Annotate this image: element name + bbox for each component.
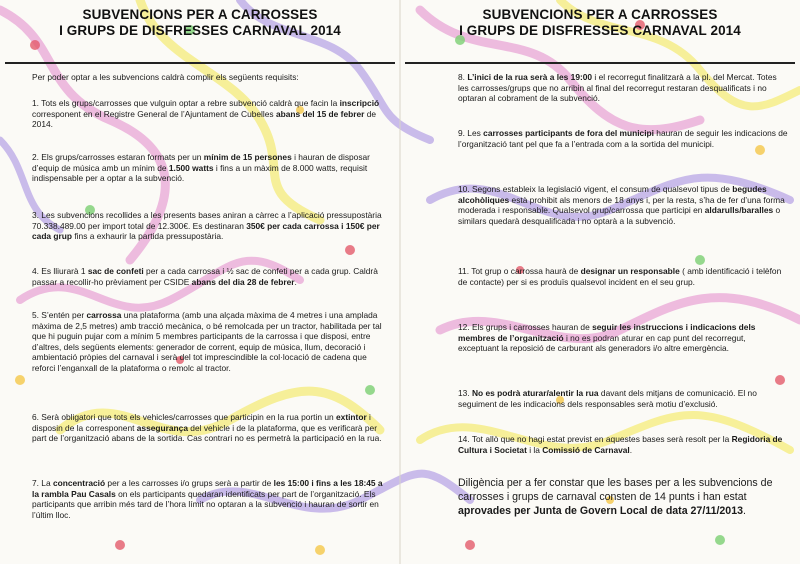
requirement-12: 12. Els grups i carrosses hauran de seguir les instruccions i indicacions dels membres de l’organització i no es podran aturar en cap punt del recorregut, exceptuant la reposició de carburant als generadors i/o altre emergència. (458, 322, 756, 353)
page-title (400, 7, 800, 39)
requirement-11: 11. Tot grup o carrossa haurà de designar un responsable ( amb identificació i telèfon de contacte) per si es produïs qualsevol incident en el seu grup. (458, 266, 782, 287)
title-line-2: I GRUPS DE DISFRESSES CARNAVAL 2014 (459, 23, 741, 38)
requirement-4: 4. Es lliurarà 1 sac de confeti per a cada carrossa i ½ sac de confeti per a cada grup. Caldrà passar a recollir-ho prèviament per CSIDE abans del dia 28 de febrer. (32, 266, 378, 287)
requirement-10: 10. Segons estableix la legislació vigent, el consum de qualsevol tipus de begudes alcohòliques està prohibit als menors de 18 anys i, per la resta, s’ha de fer d’una forma moderada i responsable. Qualsevol grup/carrossa que participi en aldarulls/baralles o similars quedarà desqualificada i no optarà a la subvenció. (458, 184, 785, 226)
title-line-1: SUBVENCIONS PER A CARROSSES (82, 7, 318, 22)
title-divider (405, 62, 795, 64)
requirement-8: 8. L’inici de la rua serà a les 19:00 i el recorregut finalitzarà a la pl. del Mercat. Totes les carrosses/grups que no arribin al final del recorregut restaran desqualificats i no optaran al cobrament de la subvenció. (458, 72, 777, 103)
page-title (0, 7, 400, 39)
requirement-3: 3. Les subvencions recollides a les presents bases aniran a càrrec a l’aplicació pressupostària 70.338.489.00 per import total de 12.300€. Es destinaran 350€ per cada carrossa i 150€ per cada grup fins a exhaurir la partida pressupostària. (32, 210, 382, 241)
title-line-1: SUBVENCIONS PER A CARROSSES (482, 7, 718, 22)
right-page (400, 0, 800, 564)
requirement-5: 5. S’entén per carrossa una plataforma (amb una alçada màxima de 4 metres i una amplada màxima de 2,5 metres) amb tracció mecànica, o bé remolcada per un tractor, habilitada per tal que hi puguin pujar com a mínim 5 membres participants de la carrossa i que disposi, entre d’altres, dels següents elements: generador de corrent, equip de música, llum, decoració i ambientació pròpies del carnaval i serà del tot imprescindible la col·locació de cadena que reforci l’enganxall de la plataforma o remolc al tractor. (32, 310, 382, 373)
requirement-2: 2. Els grups/carrosses estaran formats per un mínim de 15 persones i hauran de disposar d’equip de música amb un mínim de 1.500 watts i fins a un màxim de 8.000 watts, requisit indispensable per a optar a la subvenció. (32, 152, 370, 183)
requirement-6: 6. Serà obligatori que tots els vehicles/carrosses que participin en la rua portin un extintor i disposin de la corresponent assegurança del vehicle i de la plataforma, que es verificarà per part de l’organització abans de la sortida. Cas contrari no es permetrà la participació en la rua. (32, 412, 382, 443)
requirement-9: 9. Les carrosses participants de fora del municipi hauran de seguir les indicacions de l’organització tant pel que fa a l’entrada com a la sortida del municipi. (458, 128, 788, 149)
requirement-14: 14. Tot allò que no hagi estat previst en aquestes bases serà resolt per la Regidoria de Cultura i Societat i la Comissió de Carnaval. (458, 434, 783, 455)
requirement-7: 7. La concentració per a les carrosses i/o grups serà a partir de les 15:00 i fins a les 18:45 a la rambla Pau Casals on els participants quedaran identificats per part de l’organització. Els participants que arribin més tard de l’hora límit no optaran a la subvenció i hauran de sortir en l’últim lloc. (32, 478, 383, 520)
intro-text: Per poder optar a les subvencions caldrà complir els següents requisits: (32, 72, 299, 82)
title-line-2: I GRUPS DE DISFRESSES CARNAVAL 2014 (59, 23, 341, 38)
requirement-13: 13. No es podrà aturar/alentir la rua davant dels mitjans de comunicació. El no seguiment de les indicacions dels responsables serà motiu d’exclusió. (458, 388, 757, 409)
title-divider (5, 62, 395, 64)
requirement-1: 1. Tots els grups/carrosses que vulguin optar a rebre subvenció caldrà que facin la inscripció corresponent en el Registre General de l’Ajuntament de Cubelles abans del 15 de febrer de 2014. (32, 98, 380, 129)
approval-note: Diligència per a fer constar que les bases per a les subvencions de carrosses i grups de carnaval consten de 14 punts i han estat aprovades per Junta de Govern Local de data 27/11/2013. (458, 477, 773, 517)
